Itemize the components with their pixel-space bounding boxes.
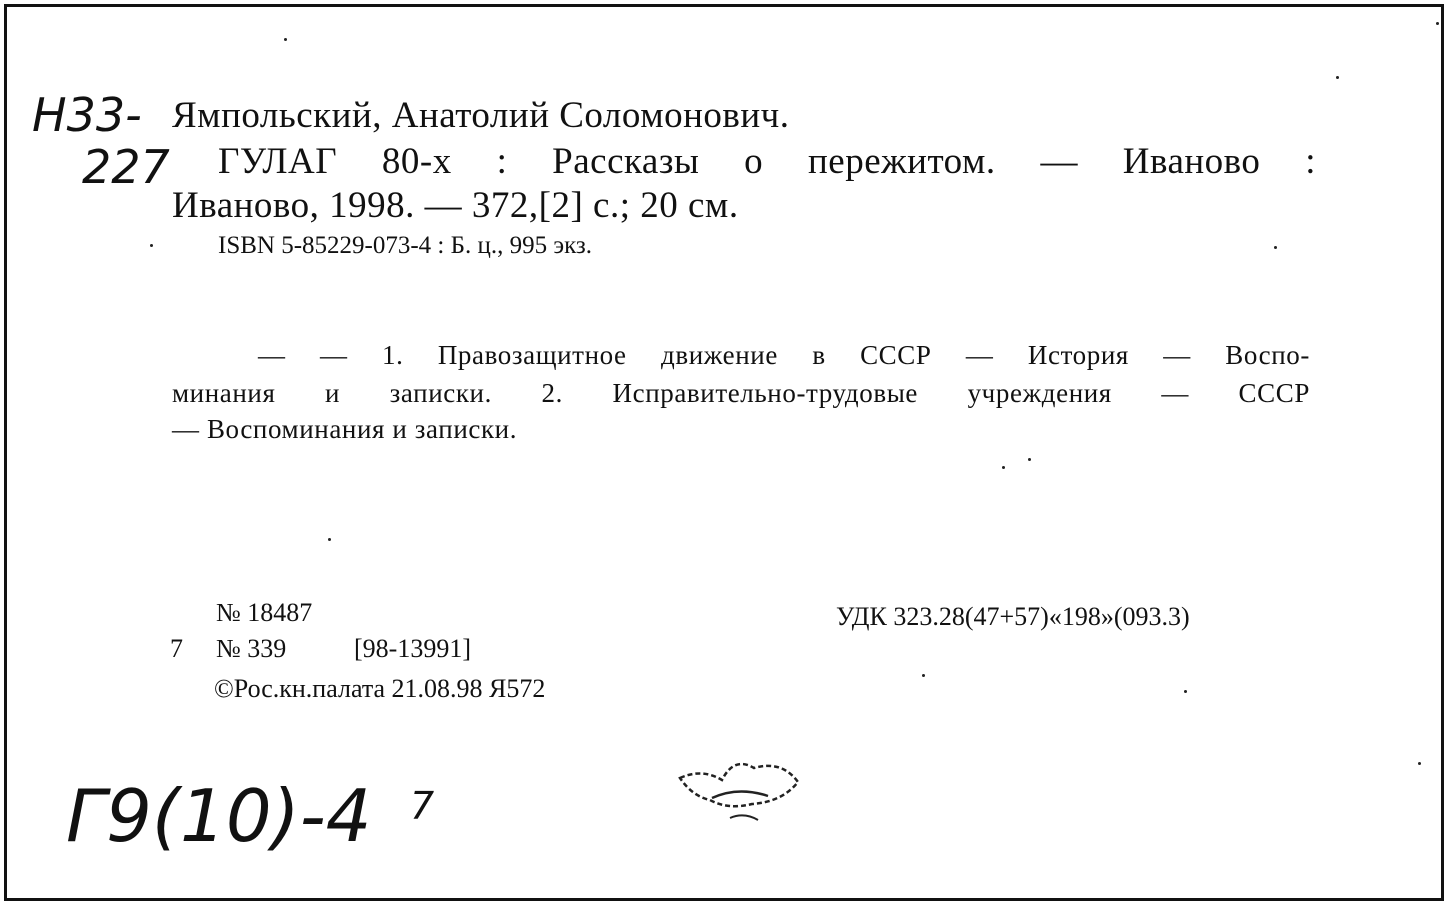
speck xyxy=(1184,690,1187,693)
isbn-line: ISBN 5-85229-073-4 : Б. ц., 995 экз. xyxy=(218,232,593,259)
speck xyxy=(328,538,331,541)
ink-smudge-icon xyxy=(672,738,812,828)
card-number: № 339 xyxy=(216,634,287,663)
subject-line-2: минания и записки. 2. Исправительно-трудовые учреждения — СССР xyxy=(172,378,1310,408)
record-number: № 18487 xyxy=(216,598,313,627)
speck xyxy=(1002,466,1005,469)
udk-classification: УДК 323.28(47+57)«198»(093.3) xyxy=(836,602,1190,631)
author-heading: Ямпольский, Анатолий Соломонович. xyxy=(172,95,790,136)
call-number-bottom: 227 xyxy=(82,140,170,194)
title-line: ГУЛАГ 80-х : Рассказы о пережитом. — Иваново : xyxy=(218,141,1316,182)
bracket-number: [98-13991] xyxy=(354,634,471,663)
subject-line-1: — — 1. Правозащитное движение в СССР — История — Воспо- xyxy=(258,340,1310,370)
publisher-line: Иваново, 1998. — 372,[2] с.; 20 см. xyxy=(172,185,739,226)
book-chamber-stamp: ©Рос.кн.палата 21.08.98 Я572 xyxy=(214,674,546,703)
handwritten-superscript: 7 xyxy=(410,784,435,828)
footer-digit: 7 xyxy=(170,634,183,663)
speck xyxy=(1274,246,1277,249)
speck xyxy=(1336,76,1339,79)
speck xyxy=(284,38,287,41)
handwritten-classification: Г9(10)-4 xyxy=(66,774,372,858)
call-number-top: Н33- xyxy=(32,88,142,142)
speck xyxy=(1028,458,1031,461)
subject-line-3: — Воспоминания и записки. xyxy=(172,414,518,444)
speck xyxy=(1418,762,1421,765)
speck xyxy=(1436,22,1439,25)
speck xyxy=(150,244,153,247)
speck xyxy=(922,674,925,677)
